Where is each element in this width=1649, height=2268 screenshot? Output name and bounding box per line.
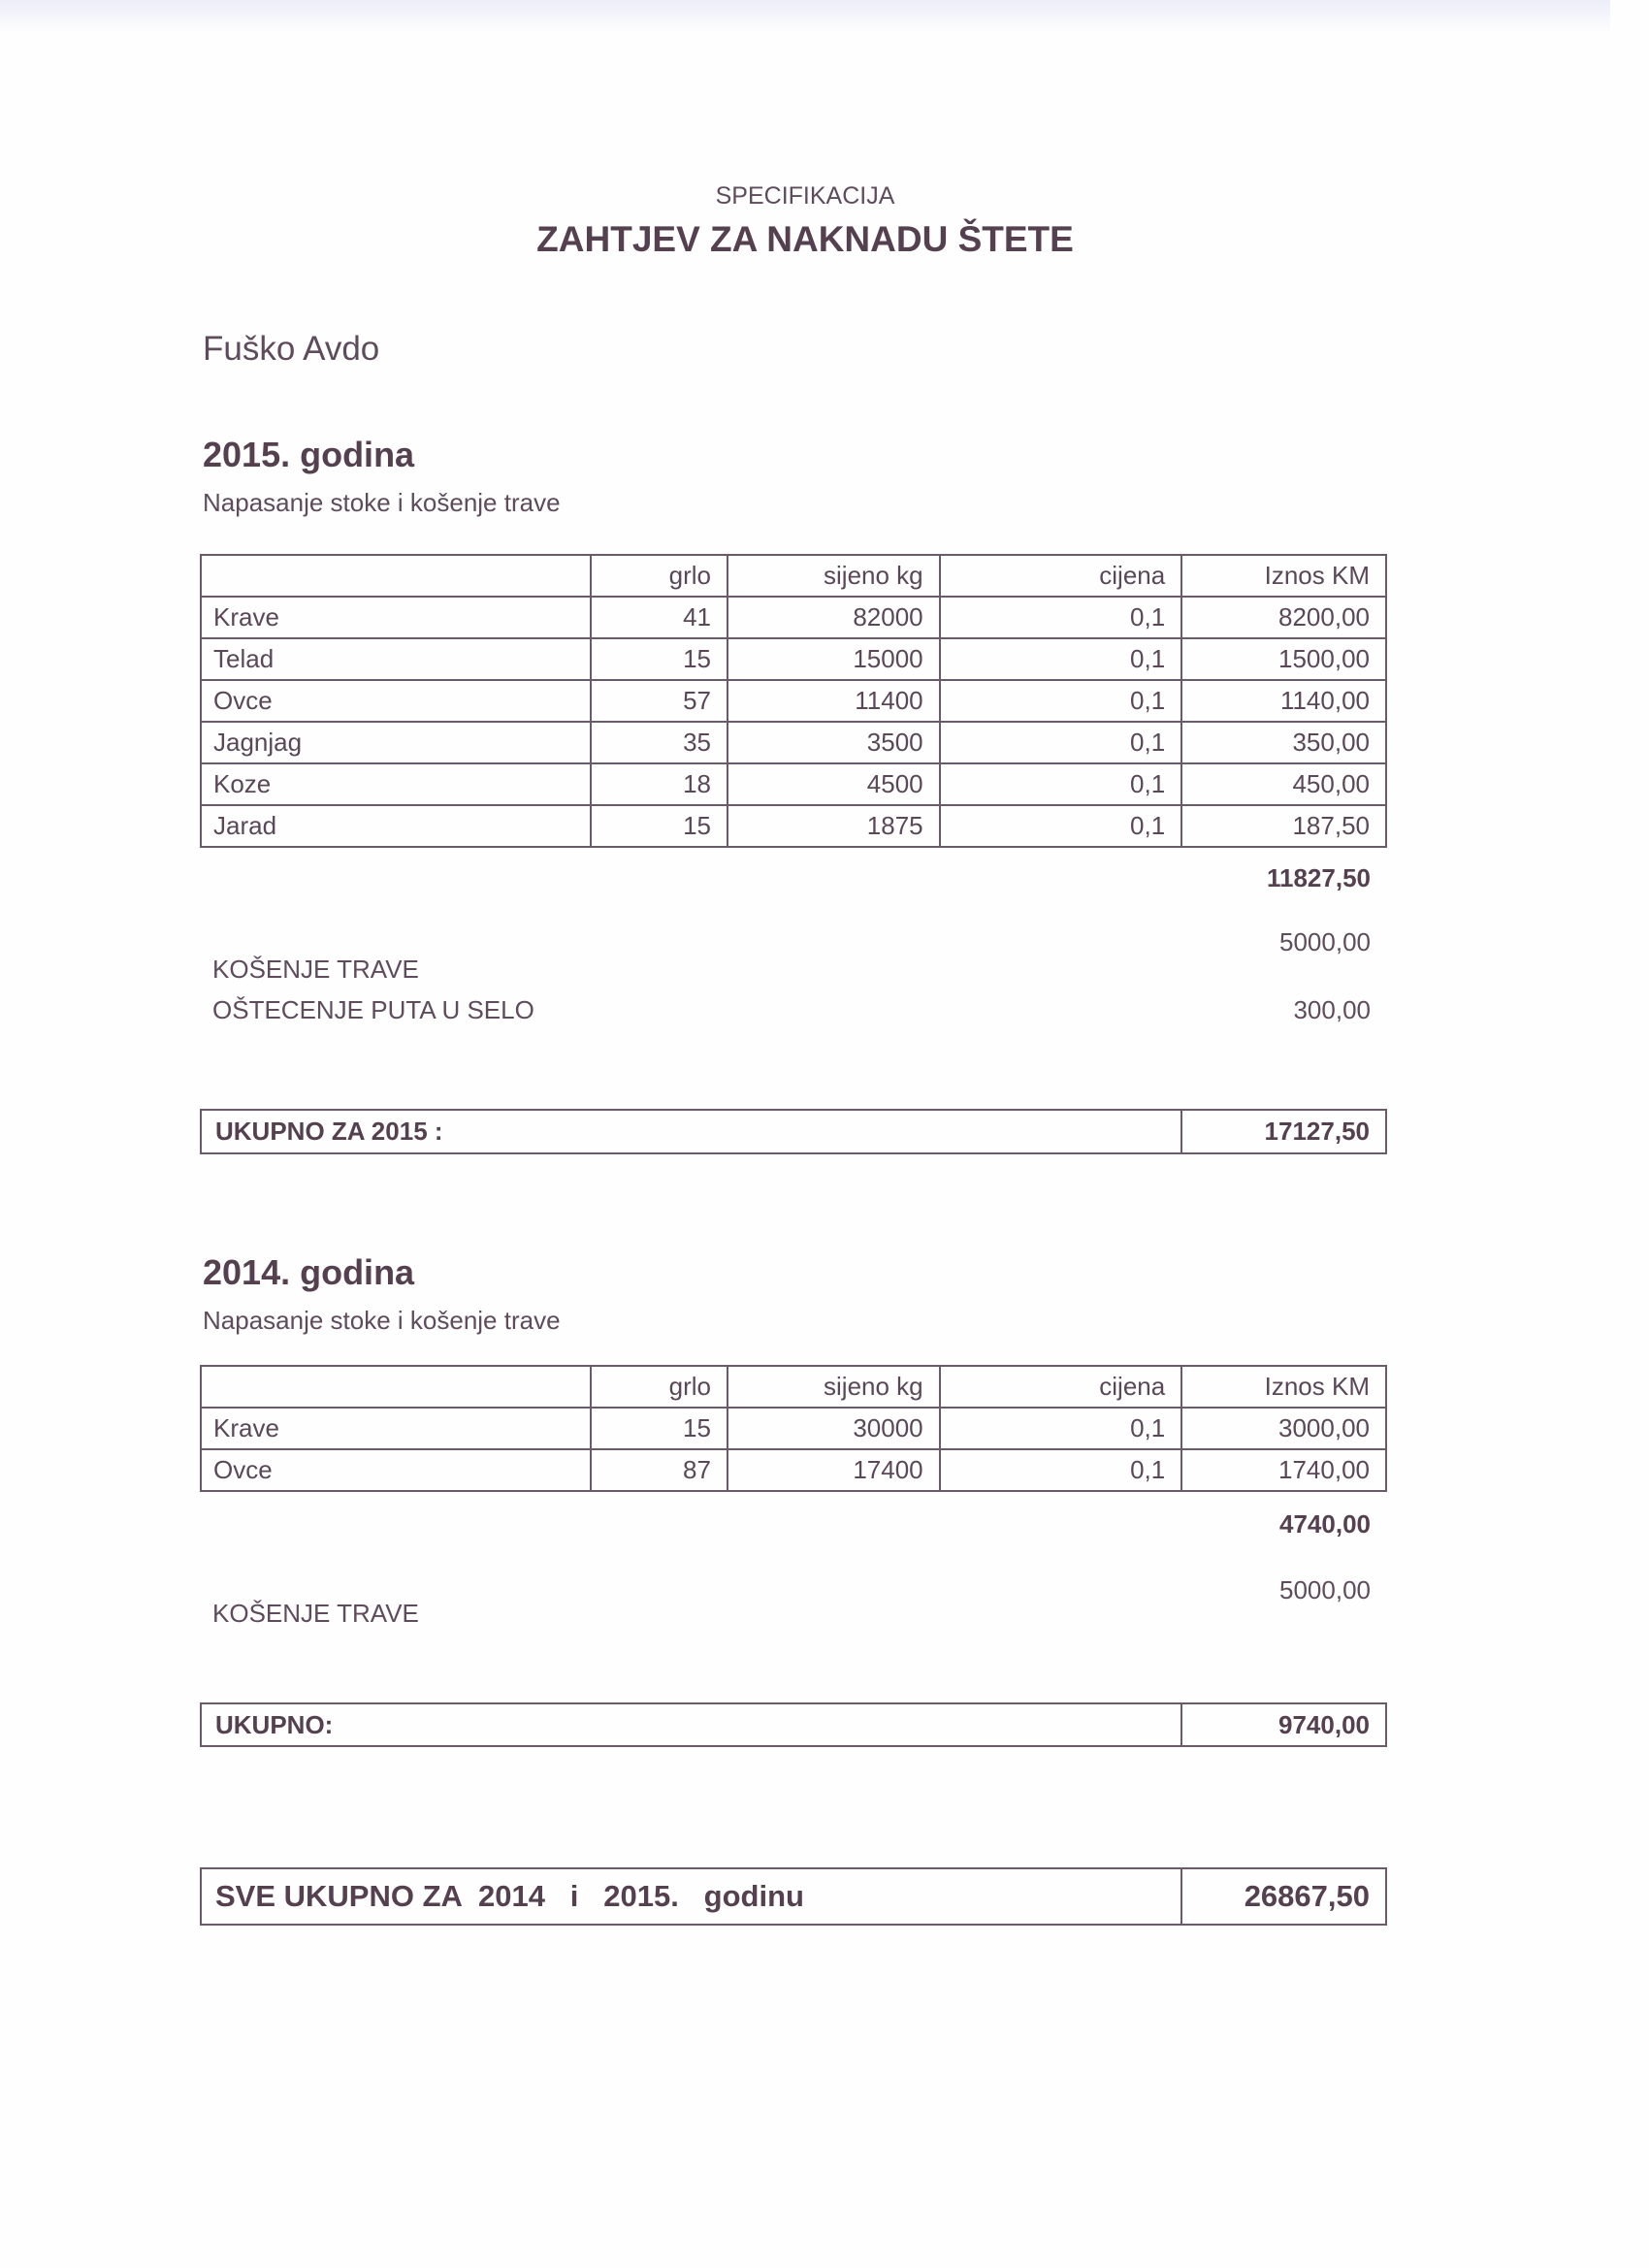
header-cell-grlo: grlo — [591, 555, 728, 597]
cell-iznos: 1500,00 — [1181, 638, 1386, 680]
header-cell-iznos: Iznos KM — [1181, 1366, 1386, 1408]
total-box-2014 — [200, 1702, 1387, 1747]
total-value-2014: 9740,00 — [1278, 1710, 1370, 1739]
subtotal-2015: 11827,50 — [1266, 863, 1371, 892]
cell-iznos: 187,50 — [1181, 805, 1386, 847]
header-cell-sijeno: sijeno kg — [728, 1366, 940, 1408]
cell-name: Jarad — [201, 805, 591, 847]
cell-sijeno: 30000 — [728, 1408, 940, 1449]
extra-value-ostecenje-2015: 300,00 — [1293, 995, 1371, 1024]
table-row — [201, 722, 1386, 763]
header-cell-sijeno: sijeno kg — [728, 555, 940, 597]
cell-cijena: 0,1 — [940, 1449, 1182, 1491]
cell-cijena: 0,1 — [940, 805, 1182, 847]
cell-grlo: 15 — [591, 638, 728, 680]
total-box-2015 — [200, 1109, 1387, 1154]
header-cell-iznos: Iznos KM — [1181, 555, 1386, 597]
table-header-row — [201, 555, 1386, 597]
scan-edge-shading — [0, 0, 1610, 33]
header-cell-cijena: cijena — [940, 1366, 1182, 1408]
cell-grlo: 15 — [591, 1408, 728, 1449]
cell-grlo: 18 — [591, 763, 728, 805]
total-value-2015: 17127,50 — [1264, 1117, 1370, 1146]
cell-name: Krave — [201, 597, 591, 638]
cell-cijena: 0,1 — [940, 1408, 1182, 1449]
section-2014-description: Napasanje stoke i košenje trave — [203, 1306, 561, 1335]
table-row — [201, 805, 1386, 847]
cell-cijena: 0,1 — [940, 763, 1182, 805]
cell-grlo: 15 — [591, 805, 728, 847]
cell-cijena: 0,1 — [940, 722, 1182, 763]
header-cell-blank — [201, 555, 591, 597]
cell-grlo: 57 — [591, 680, 728, 722]
document-title: ZAHTJEV ZA NAKNADU ŠTETE — [536, 219, 1074, 259]
cell-iznos: 350,00 — [1181, 722, 1386, 763]
cell-sijeno: 17400 — [728, 1449, 940, 1491]
table-row — [201, 1449, 1386, 1491]
cell-name: Telad — [201, 638, 591, 680]
grand-total-box — [200, 1867, 1387, 1926]
section-2014-heading: 2014. godina — [203, 1252, 415, 1292]
cell-sijeno: 15000 — [728, 638, 940, 680]
total-label-2014: UKUPNO: — [202, 1704, 1182, 1745]
cell-cijena: 0,1 — [940, 680, 1182, 722]
claimant-name: Fuško Avdo — [203, 330, 380, 368]
grand-total-value: 26867,50 — [1244, 1879, 1370, 1913]
subtotal-2014: 4740,00 — [1279, 1509, 1371, 1539]
cell-sijeno: 4500 — [728, 763, 940, 805]
cell-iznos: 450,00 — [1181, 763, 1386, 805]
table-row — [201, 638, 1386, 680]
extra-value-kosenje-2014: 5000,00 — [1279, 1575, 1371, 1604]
cell-name: Jagnjag — [201, 722, 591, 763]
table-row — [201, 1408, 1386, 1449]
cell-sijeno: 1875 — [728, 805, 940, 847]
header-cell-blank — [201, 1366, 591, 1408]
cell-cijena: 0,1 — [940, 638, 1182, 680]
cell-grlo: 35 — [591, 722, 728, 763]
table-header-row — [201, 1366, 1386, 1408]
cell-iznos: 3000,00 — [1181, 1408, 1386, 1449]
header-cell-cijena: cijena — [940, 555, 1182, 597]
cell-grlo: 41 — [591, 597, 728, 638]
cell-iznos: 8200,00 — [1181, 597, 1386, 638]
extra-value-kosenje-2015: 5000,00 — [1279, 927, 1371, 956]
table-row — [201, 763, 1386, 805]
table-row — [201, 597, 1386, 638]
table-2015 — [200, 554, 1387, 848]
extra-label-ostecenje-2015: OŠTECENJE PUTA U SELO — [212, 995, 534, 1024]
total-label-2015: UKUPNO ZA 2015 : — [202, 1111, 1182, 1152]
cell-sijeno: 11400 — [728, 680, 940, 722]
section-2015-heading: 2015. godina — [203, 435, 415, 474]
cell-sijeno: 82000 — [728, 597, 940, 638]
table-row — [201, 680, 1386, 722]
cell-iznos: 1740,00 — [1181, 1449, 1386, 1491]
grand-total-label: SVE UKUPNO ZA 2014 i 2015. godinu — [202, 1869, 1182, 1924]
cell-name: Krave — [201, 1408, 591, 1449]
cell-grlo: 87 — [591, 1449, 728, 1491]
extra-label-kosenje-2014: KOŠENJE TRAVE — [212, 1599, 419, 1628]
document-subtitle: SPECIFIKACIJA — [715, 182, 895, 210]
cell-name: Koze — [201, 763, 591, 805]
cell-sijeno: 3500 — [728, 722, 940, 763]
header-cell-grlo: grlo — [591, 1366, 728, 1408]
cell-cijena: 0,1 — [940, 597, 1182, 638]
extra-label-kosenje-2015: KOŠENJE TRAVE — [212, 955, 419, 984]
section-2015-description: Napasanje stoke i košenje trave — [203, 488, 561, 517]
cell-name: Ovce — [201, 680, 591, 722]
table-2014 — [200, 1365, 1387, 1492]
cell-name: Ovce — [201, 1449, 591, 1491]
cell-iznos: 1140,00 — [1181, 680, 1386, 722]
